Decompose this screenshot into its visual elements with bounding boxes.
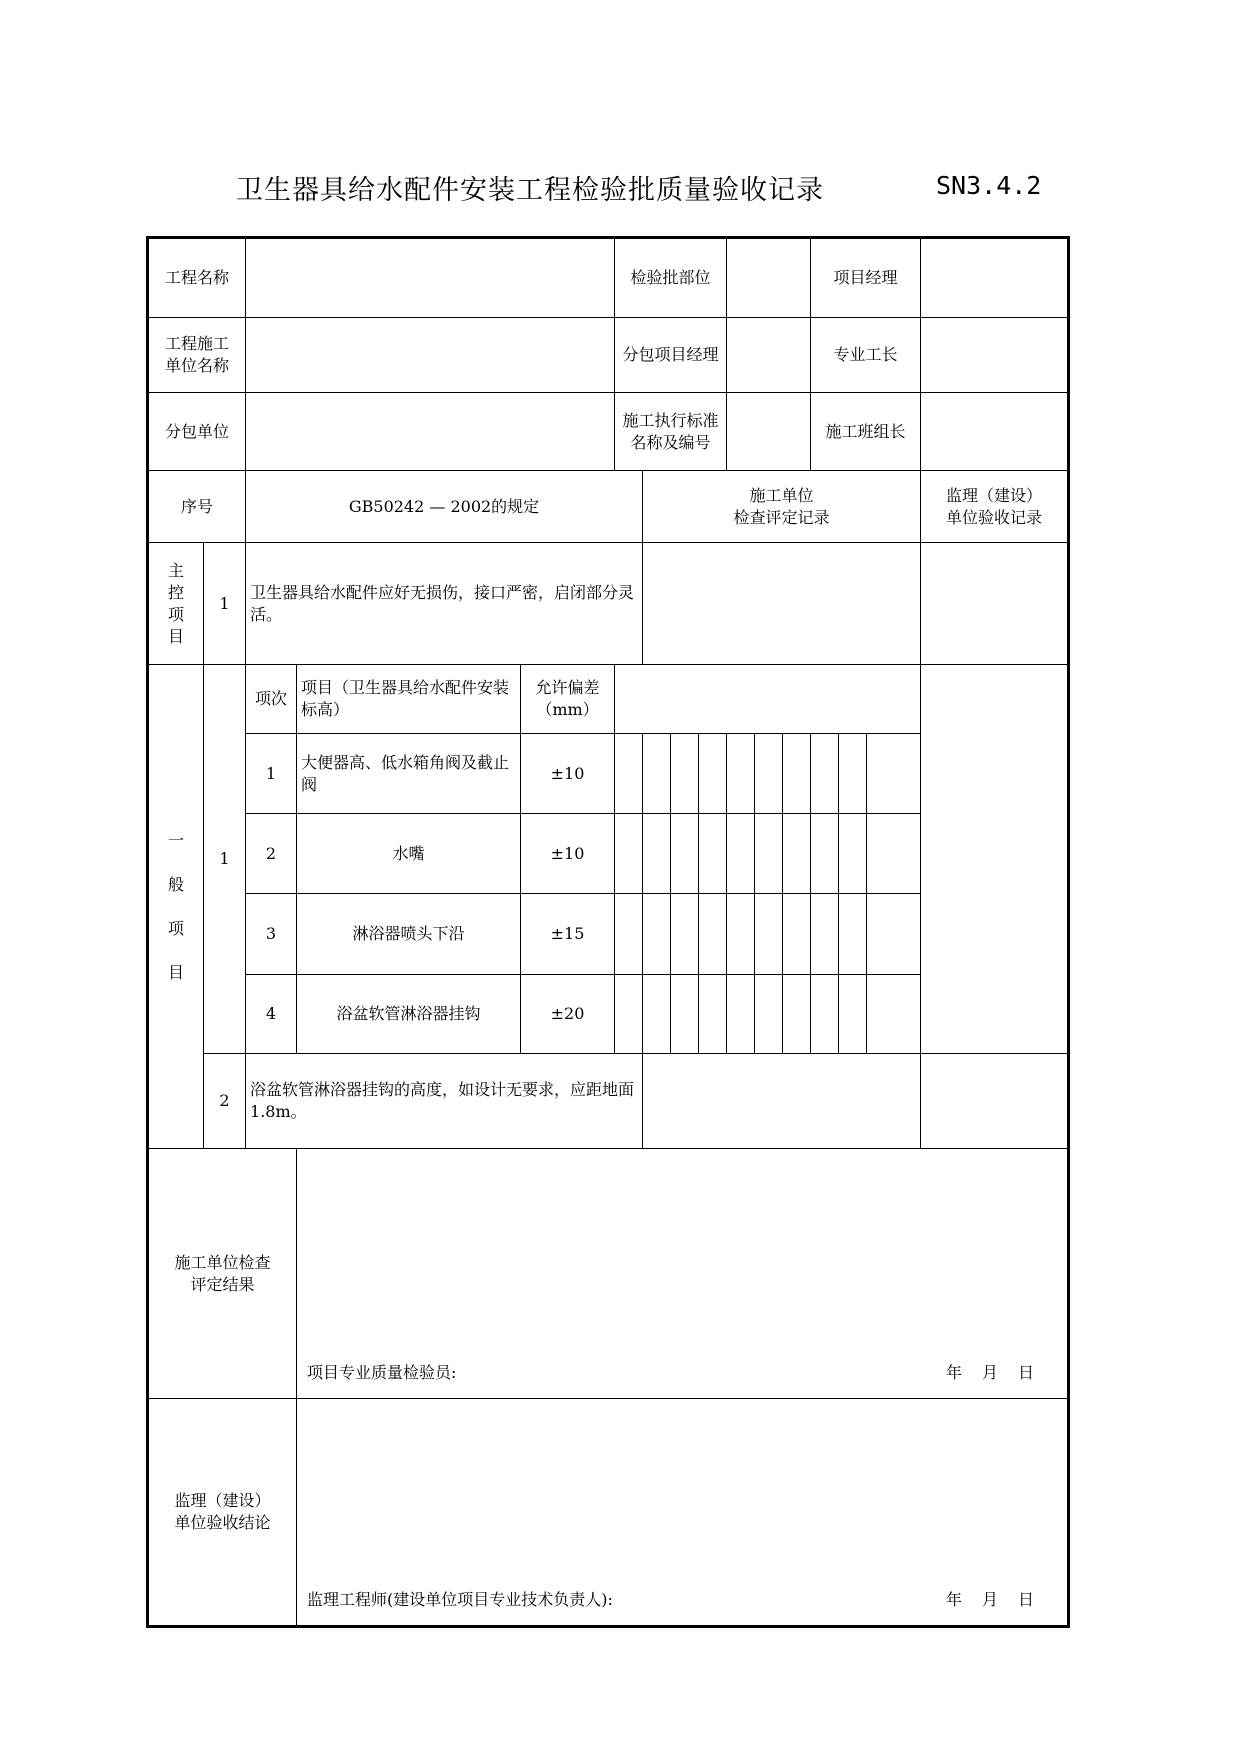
general-label-char: 目 <box>167 962 184 982</box>
supervisor-date <box>943 1589 1037 1611</box>
measure-row-item: 淋浴器喷头下沿 <box>297 894 521 975</box>
contractor-label-line1: 工程施工 <box>165 334 230 353</box>
measure-cell[interactable] <box>671 734 699 814</box>
sub-header-item: 项目（卫生器具给水配件安装标高） <box>297 665 521 734</box>
contractor-result-label <box>148 1149 297 1399</box>
main-control-label-char: 控 <box>167 582 184 602</box>
date-day-label: 日 <box>1018 1363 1035 1382</box>
general-item2-contractor-record[interactable] <box>643 1054 921 1149</box>
measure-cell[interactable] <box>783 975 811 1054</box>
standard-label-line2: 名称及编号 <box>630 432 711 452</box>
measure-cell[interactable] <box>839 734 867 814</box>
foreman-field[interactable] <box>921 318 1069 393</box>
measure-cell[interactable] <box>839 814 867 894</box>
date-year-label: 年 <box>946 1590 963 1609</box>
measure-row-item: 大便器高、低水箱角阀及截止阀 <box>297 734 521 814</box>
general-label <box>148 665 204 1149</box>
measure-row-tolerance: ±15 <box>521 894 615 975</box>
standard-label <box>615 393 727 471</box>
main-control-text: 卫生器具给水配件应好无损伤，接口严密，启闭部分灵活。 <box>246 543 643 665</box>
general-item2-supervisor-record[interactable] <box>921 1054 1069 1149</box>
form-code: SN3.4.2 <box>936 171 1042 200</box>
measure-row-index: 1 <box>246 734 297 814</box>
contractor-result-row <box>148 1149 1069 1399</box>
project-manager-label: 项目经理 <box>811 238 921 318</box>
column-header-row <box>148 471 1069 543</box>
measure-cell[interactable] <box>615 734 643 814</box>
sub-manager-field[interactable] <box>727 318 811 393</box>
team-leader-field[interactable] <box>921 393 1069 471</box>
main-control-label-char: 项 <box>167 604 184 624</box>
contractor-label-line2: 单位名称 <box>165 356 230 375</box>
measure-cell[interactable] <box>727 975 755 1054</box>
measure-cell[interactable] <box>727 734 755 814</box>
measure-row-tolerance: ±20 <box>521 975 615 1054</box>
inspection-form <box>146 236 1070 1628</box>
page-title: 卫生器具给水配件安装工程检验批质量验收记录 <box>236 175 824 206</box>
measure-row-spacer <box>867 734 921 814</box>
measure-cell[interactable] <box>811 814 839 894</box>
supervisor-check-header <box>921 471 1069 543</box>
measure-row-index: 3 <box>246 894 297 975</box>
measure-cell[interactable] <box>643 814 671 894</box>
info-row-2 <box>148 318 1069 393</box>
measure-row-spacer <box>867 894 921 975</box>
measure-cell[interactable] <box>727 894 755 975</box>
general-item2-row <box>148 1054 1069 1149</box>
measure-cell[interactable] <box>671 814 699 894</box>
inspection-lot-label: 检验批部位 <box>615 238 727 318</box>
main-control-label-char: 目 <box>167 626 184 646</box>
measure-cell[interactable] <box>755 975 783 1054</box>
main-control-supervisor-record[interactable] <box>921 543 1069 665</box>
measure-cell[interactable] <box>699 894 727 975</box>
measure-cell[interactable] <box>755 734 783 814</box>
measure-cell[interactable] <box>811 975 839 1054</box>
date-day-label: 日 <box>1018 1590 1035 1609</box>
measure-row-index: 2 <box>246 814 297 894</box>
project-name-label: 工程名称 <box>148 238 246 318</box>
general-item2-no: 2 <box>204 1054 246 1149</box>
measure-row-spacer <box>867 814 921 894</box>
measure-cell[interactable] <box>755 814 783 894</box>
contractor-check-header-line1: 施工单位 <box>749 485 814 505</box>
general-item2-text: 浴盆软管淋浴器挂钩的高度，如设计无要求，应距地面1.8m。 <box>246 1054 643 1149</box>
measure-cell[interactable] <box>783 814 811 894</box>
general-label-char: 一 <box>167 830 184 850</box>
info-row-3 <box>148 393 1069 471</box>
measure-row-index: 4 <box>246 975 297 1054</box>
foreman-label: 专业工长 <box>811 318 921 393</box>
supervisor-check-header-line2: 单位验收记录 <box>946 507 1043 527</box>
measure-cell[interactable] <box>643 734 671 814</box>
measure-cell[interactable] <box>727 814 755 894</box>
measure-row-item: 浴盆软管淋浴器挂钩 <box>297 975 521 1054</box>
general-subheader-row <box>148 665 1069 734</box>
supervisor-check-header-line1: 监理（建设） <box>946 485 1043 505</box>
supervisor-result-label <box>148 1399 297 1627</box>
team-leader-label: 施工班组长 <box>811 393 921 471</box>
measure-cell[interactable] <box>699 734 727 814</box>
measure-cell[interactable] <box>783 894 811 975</box>
sub-header-tolerance: 允许偏差（mm） <box>521 665 615 734</box>
standard-field[interactable] <box>727 393 811 471</box>
measure-cell[interactable] <box>671 975 699 1054</box>
measure-cell[interactable] <box>699 975 727 1054</box>
contractor-result-area[interactable] <box>297 1149 1069 1399</box>
subcontractor-label: 分包单位 <box>148 393 246 471</box>
project-manager-field[interactable] <box>921 238 1069 318</box>
project-name-field[interactable] <box>246 238 615 318</box>
measure-cell[interactable] <box>811 734 839 814</box>
supervisor-result-area[interactable] <box>297 1399 1069 1627</box>
measure-cell[interactable] <box>839 894 867 975</box>
seq-header: 序号 <box>148 471 246 543</box>
inspection-lot-field[interactable] <box>727 238 811 318</box>
sub-header-index: 项次 <box>246 665 297 734</box>
spec-header: GB50242 — 2002的规定 <box>246 471 643 543</box>
date-month-label: 月 <box>982 1363 999 1382</box>
general-item1-supervisor-record[interactable] <box>921 665 1069 1054</box>
contractor-label <box>148 318 246 393</box>
supervisor-result-label-line2: 单位验收结论 <box>174 1513 271 1532</box>
contractor-check-header <box>643 471 921 543</box>
main-control-contractor-record[interactable] <box>643 543 921 665</box>
main-control-row <box>148 543 1069 665</box>
main-control-label <box>148 543 204 665</box>
standard-label-line1: 施工执行标准 <box>622 410 719 430</box>
main-control-item-no: 1 <box>204 543 246 665</box>
contractor-date <box>943 1362 1037 1384</box>
contractor-check-header-line2: 检查评定记录 <box>733 507 830 527</box>
supervisor-result-row <box>148 1399 1069 1627</box>
general-label-char: 般 <box>167 874 184 894</box>
measure-row-tolerance: ±10 <box>521 734 615 814</box>
subcontractor-field[interactable] <box>246 393 615 471</box>
measure-row-tolerance: ±10 <box>521 814 615 894</box>
sub-manager-label: 分包项目经理 <box>615 318 727 393</box>
supervisor-signer-label: 监理工程师(建设单位项目专业技术负责人): <box>307 1590 613 1609</box>
contractor-signer-label: 项目专业质量检验员: <box>307 1363 457 1382</box>
date-month-label: 月 <box>982 1590 999 1609</box>
sub-header-blank <box>615 665 921 734</box>
measure-cell[interactable] <box>643 894 671 975</box>
measure-cell[interactable] <box>615 814 643 894</box>
measure-cell[interactable] <box>671 894 699 975</box>
main-control-label-char: 主 <box>167 560 184 580</box>
measure-cell[interactable] <box>755 894 783 975</box>
measure-cell[interactable] <box>643 975 671 1054</box>
contractor-result-label-line2: 评定结果 <box>190 1274 255 1294</box>
contractor-field[interactable] <box>246 318 615 393</box>
general-label-char: 项 <box>167 918 184 938</box>
measure-row-item: 水嘴 <box>297 814 521 894</box>
measure-cell[interactable] <box>615 894 643 975</box>
general-item1-no: 1 <box>204 665 246 1054</box>
measure-cell[interactable] <box>699 814 727 894</box>
measure-cell[interactable] <box>783 734 811 814</box>
measure-cell[interactable] <box>811 894 839 975</box>
contractor-result-label-line1: 施工单位检查 <box>174 1252 271 1272</box>
measure-row-spacer <box>867 975 921 1054</box>
measure-cell[interactable] <box>615 975 643 1054</box>
measure-cell[interactable] <box>839 975 867 1054</box>
date-year-label: 年 <box>946 1363 963 1382</box>
supervisor-result-label-line1: 监理（建设） <box>174 1491 271 1510</box>
info-row-1 <box>148 238 1069 318</box>
